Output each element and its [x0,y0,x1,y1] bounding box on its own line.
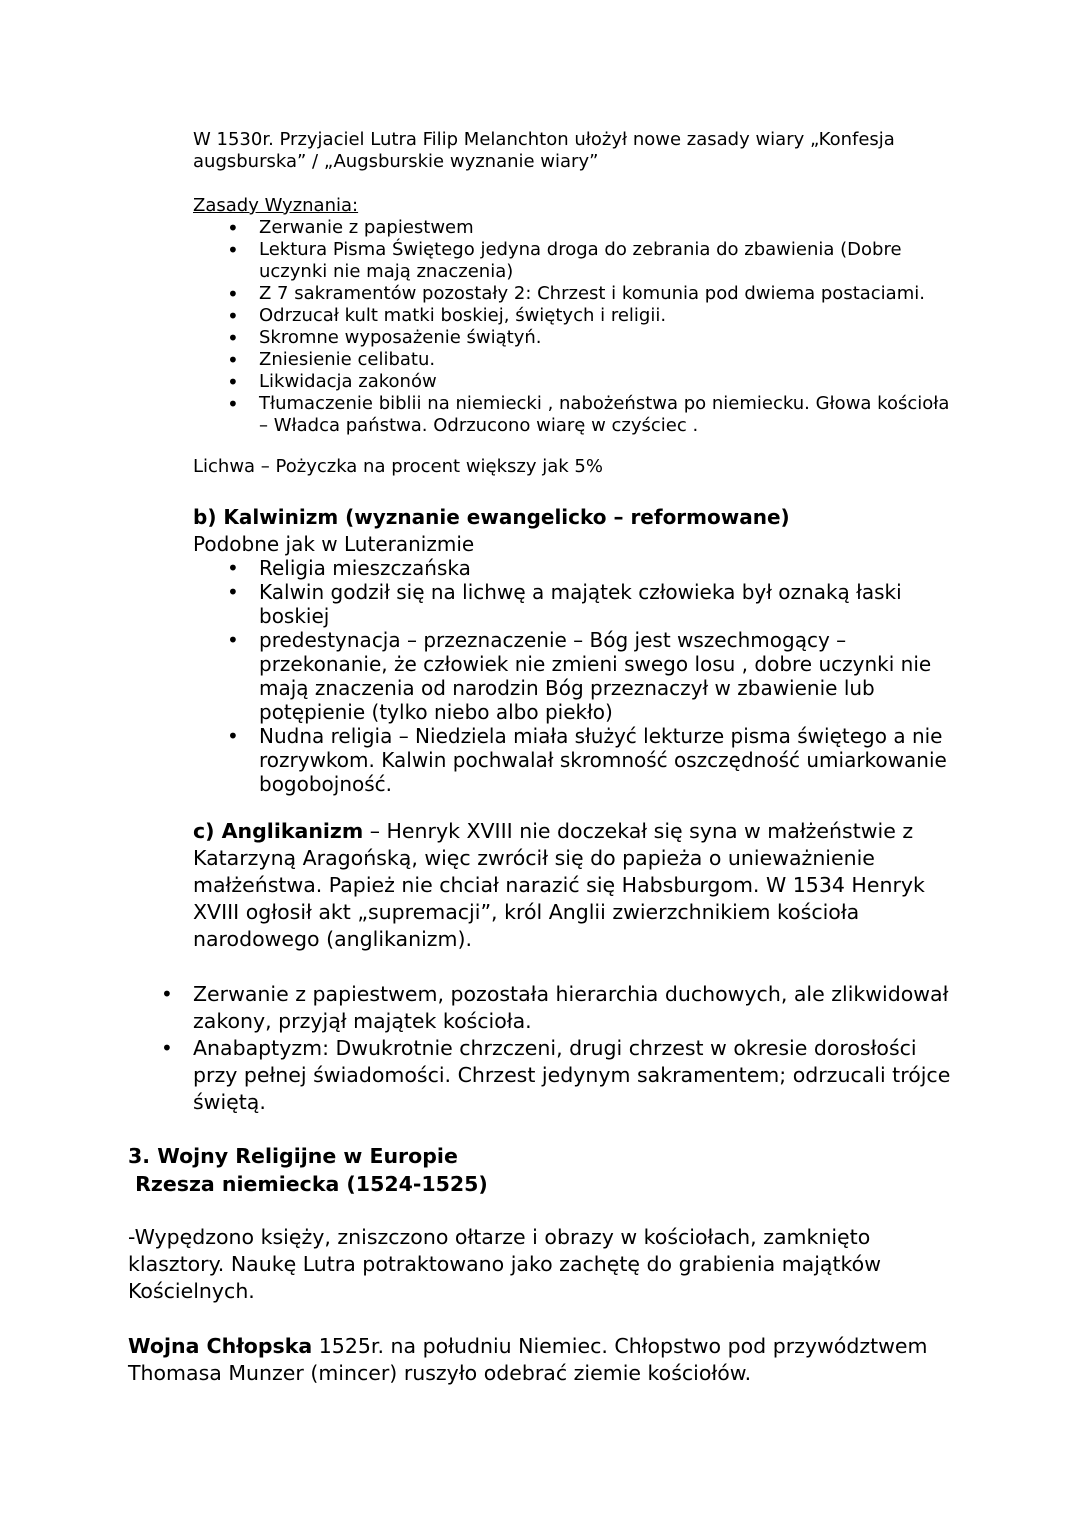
anglikanizm-list [161,981,953,1116]
anglikanizm-heading: c) Anglikanizm [193,819,364,843]
list-item: • Skromne wyposażenie świątyń. [227,326,542,350]
lichwa-definition: Lichwa – Pożyczka na procent większy jak 5% [193,456,603,477]
list-item: • Lektura Pisma Świętego jedyna droga do zebrania do zbawienia (Dobre uczynki nie mają znaczenia) [227,238,902,282]
bullet-icon: • [227,348,239,372]
bullet-icon: • [227,556,239,580]
list-item: • predestynacja – przeznaczenie – Bóg jest wszechmogący – przekonanie, że człowiek nie zmieni swego losu , dobre uczynki nie mają znaczenia od narodzin Bóg przeznaczył w zbawienie lub potępienie (tylko niebo albo piekło) [227,628,932,724]
list-item: • Kalwin godził się na lichwę a majątek człowieka był oznaką łaski boskiej [227,580,902,628]
list-item: • Anabaptyzm: Dwukrotnie chrzczeni, drugi chrzest w okresie dorosłości przy pełnej świadomości. Chrzest jedynym sakramentem; odrzucali trójce świętą. [161,1036,951,1114]
wojna-chlopska-title: Wojna Chłopska [128,1334,313,1358]
bullet-icon: • [227,216,239,240]
bullet-icon: • [227,628,239,652]
bullet-icon: • [227,392,239,416]
bullet-icon: • [161,1036,173,1060]
list-item: • Zerwanie z papiestwem [227,216,474,240]
bullet-icon: • [227,370,239,394]
bullet-icon: • [227,724,239,748]
list-item: • Likwidacja zakonów [227,370,437,394]
bullet-icon: • [227,282,239,306]
bullet-icon: • [227,326,239,350]
list-item: • Odrzucał kult matki boskiej, świętych i religii. [227,304,667,328]
section-3-subheading: Rzesza niemiecka (1524-1525) [128,1172,488,1196]
list-item: • Zniesienie celibatu. [227,348,436,372]
rules-list [227,216,959,437]
list-item: • Zerwanie z papiestwem, pozostała hierarchia duchowych, ale zlikwidował zakony, przyjął majątek kościoła. [161,982,949,1033]
kalwinizm-list [227,556,959,796]
augsburg-intro: W 1530r. Przyjaciel Lutra Filip Melanchton ułożył nowe zasady wiary „Konfesja augsburska” / „Augsburskie wyznanie wiary” [193,129,895,172]
bullet-icon: • [161,982,173,1006]
list-item: • Nudna religia – Niedziela miała służyć lekturze pisma świętego a nie rozrywkom. Kalwin pochwalał skromność oszczędność umiarkowanie bogobojność. [227,724,947,796]
list-item: • Z 7 sakramentów pozostały 2: Chrzest i komunia pod dwiema postaciami. [227,282,925,306]
rzesza-paragraph: -Wypędzono księży, zniszczono ołtarze i obrazy w kościołach, zamknięto klasztory. Naukę Lutra potraktowano jako zachętę do grabienia majątków Kościelnych. [128,1225,881,1303]
kalwinizm-heading: b) Kalwinizm (wyznanie ewangelicko – reformowane) [193,505,790,529]
bullet-icon: • [227,304,239,328]
bullet-icon: • [227,580,239,604]
bullet-icon: • [227,238,239,262]
rules-heading: Zasady Wyznania: [193,195,359,216]
anglikanizm-paragraph: c) Anglikanizm – Henryk XVIII nie doczekał się syna w małżeństwie z Katarzyną Aragońską, więc zwrócił się do papieża o unieważnienie małżeństwa. Papież nie chciał narazić się Habsburgom. W 1534 Henryk XVIII ogłosił akt „supremacji”, król Anglii zwierzchnikiem kościoła narodowego (anglikanizm). [193,819,925,951]
kalwinizm-subheading: Podobne jak w Luteranizmie [193,532,475,556]
list-item: • Tłumaczenie biblii na niemiecki , nabożeństwa po niemiecku. Głowa kościoła – Władca państwa. Odrzucono wiarę w czyściec . [227,392,950,436]
section-3-heading: 3. Wojny Religijne w Europie [128,1144,458,1168]
wojna-chlopska-paragraph: Wojna Chłopska 1525r. na południu Niemiec. Chłopstwo pod przywództwem Thomasa Munzer (mincer) ruszyło odebrać ziemie kościołów. [128,1334,928,1385]
list-item: • Religia mieszczańska [227,556,471,580]
